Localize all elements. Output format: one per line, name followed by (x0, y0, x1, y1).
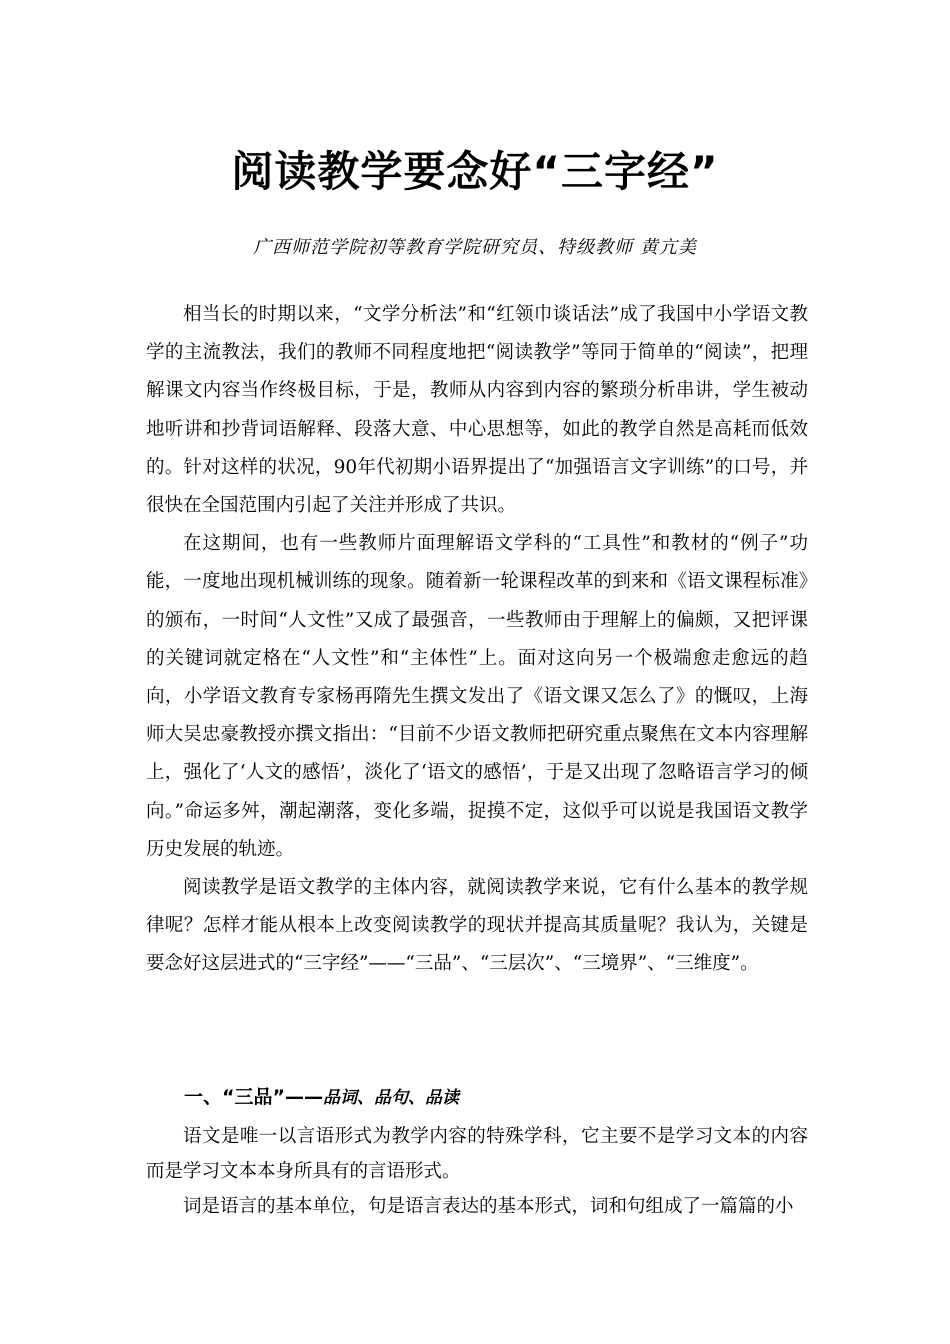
paragraph: 词是语言的基本单位，句是语言表达的基本形式，词和句组成了一篇篇的小 (183, 1196, 794, 1217)
section-one (146, 1076, 808, 1224)
section-heading (146, 1076, 808, 1119)
paragraph: 相当长的时期以来，“文学分析法”和“红领巾谈话法”成了我国中小学语文教学的主流教法，我们的教师不同程度地把“阅读教学”等同于简单的“阅读”，把理解课文内容当作终极目标，于是，教师从内容到内容的繁琐分析串讲，学生被动地听讲和抄背词语解释、段落大意、中心思想等，如此的教学自然是高耗而低效的。针对这样的状况，90年代初期小语界提出了“加强语言文字训练”的口号，并很快在全国范围内引起了关注并形成了共识。 (146, 304, 808, 517)
paragraph: 在这期间，也有一些教师片面理解语文学科的“工具性”和教材的“例子”功能，一度地出现机械训练的现象。随着新一轮课程改革的到来和《语文课程标准》的颁布，一时间“人文性”又成了最强音，一些教师由于理解上的偏颇，又把评课的关键词就定格在“人文性”和“主体性”上。面对这向另一个极端愈走愈远的趋向，小学语文教育专家杨再隋先生撰文发出了《语文课又怎么了》的慨叹，上海师大吴忠豪教授亦撰文指出：“目前不少语文教师把研究重点聚焦在文本内容理解上，强化了‘人文的感悟’，淡化了‘语文的感悟’，于是又出现了忽略语言学习的倾向。”命运多舛，潮起潮落，变化多端，捉摸不定，这似乎可以说是我国语文教学历史发展的轨迹。 (146, 533, 808, 860)
author-line: 广西师范学院初等教育学院研究员、特级教师 黄亢美 (253, 237, 697, 258)
section-heading-main: 一、“三品”—— (184, 1086, 323, 1108)
section-heading-sub: 品词、品句、品读 (322, 1088, 459, 1108)
paragraph: 阅读教学是语文教学的主体内容，就阅读教学来说，它有什么基本的教学规律呢？怎样才能从根本上改变阅读教学的现状并提高其质量呢？我认为，关键是要念好这层进式的“三字经”——“三品”、“三层次”、“三境界”、“三维度”。 (146, 877, 808, 975)
intro-section (146, 296, 808, 984)
page-title: 阅读教学要念好“三字经” (231, 147, 719, 196)
paragraph: 语文是唯一以言语形式为教学内容的特殊学科，它主要不是学习文本的内容而是学习文本本身所具有的言语形式。 (146, 1126, 808, 1182)
